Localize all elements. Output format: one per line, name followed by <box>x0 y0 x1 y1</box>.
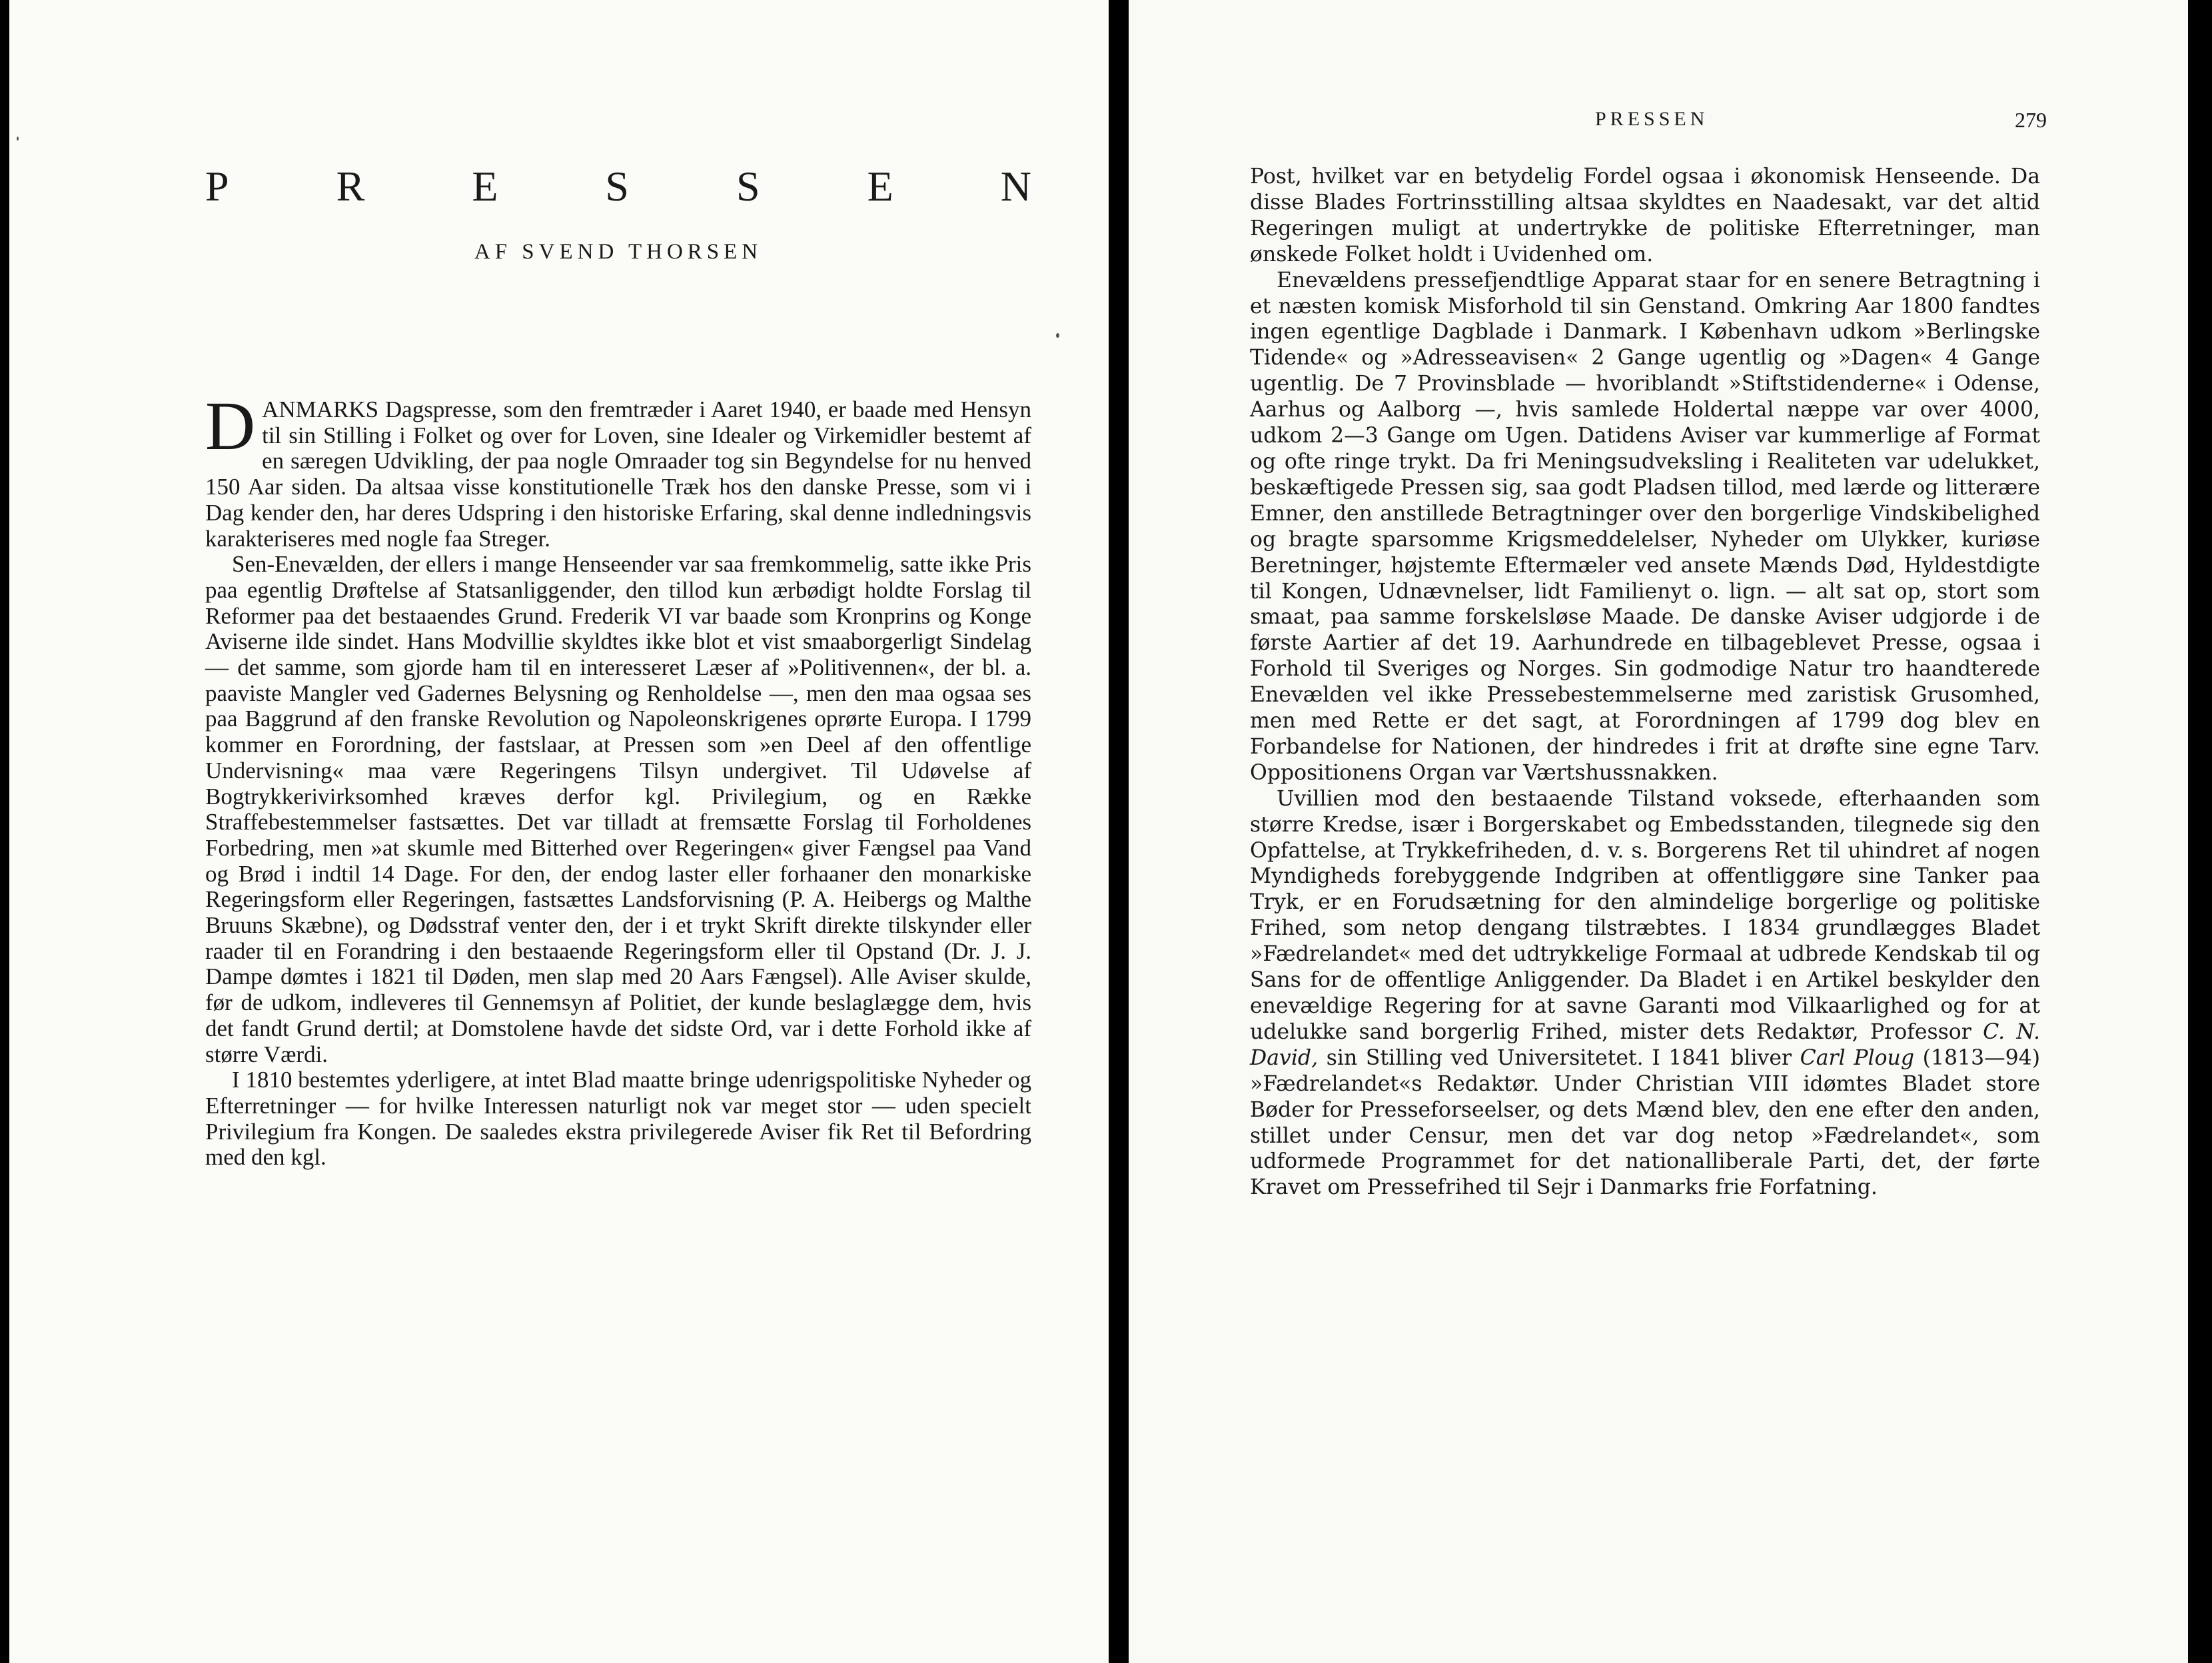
paragraph: I 1810 bestemtes yderligere, at intet Blad maatte bringe udenrigspolitiske Nyheder og Efterretninger — for hvilke Interessen naturligt nok var meget stor — uden specielt Privilegium fra Kongen. De saaledes ekstra privilegerede Aviser fik Ret til Befordring med den kgl. <box>205 1067 1031 1171</box>
right-page <box>1129 0 2188 1663</box>
paragraph: Post, hvilket var en betydelig Fordel ogsaa i økonomisk Henseende. Da disse Blades Fortrinsstilling altsaa skyldtes en Naadesakt, var det altid Regeringen muligt at undertrykke de politiske Efterretninger, man ønskede Folket holdt i Uvidenhed om. <box>1250 165 2040 267</box>
title-letter: S <box>605 163 630 210</box>
left-text-column <box>205 388 1031 1171</box>
drop-cap: D <box>205 388 256 464</box>
paragraph: Sen-Enevælden, der ellers i mange Henseender var saa fremkommelig, satte ikke Pris paa egentlig Drøftelse af Statsanliggender, den tillod kun ærbødigt holdte Forslag til Reformer paa det bestaaendes Grund. Frederik VI var baade som Kronprins og Konge Aviserne ilde sindet. Hans Modvillie skyldtes ikke blot et vist smaaborgerligt Sindelag — det samme, som gjorde ham til en interesseret Læser af »Politivennen«, der bl. a. paaviste Mangler ved Gadernes Belysning og Renholdelse —, men den maa ogsaa ses paa Baggrund af den franske Revolution og Napoleonskrigenes oprørte Europa. I 1799 kommer en Forordning, der fastslaar, at Pressen som »en Deel af den offentlige Undervisning« maa være Regeringens Tilsyn undergivet. Til Udøvelse af Bogtrykkerivirksomhed kræves derfor kgl. Privilegium, og en Række Straffebestemmelser fastsættes. Det var tilladt at fremsætte Forslag til Forholdenes Forbedring, men »at skumle med Bitterhed over Regeringen« giver Fængsel paa Vand og Brød i indtil 14 Dage. For den, der endog laster eller forhaaner den monarkiske Regeringsform eller Regeringen, fastsættes Landsforvisning (P. A. Heibergs og Malthe Bruuns Skæbne), og Dødsstraf venter den, der i et trykt Skrift direkte tilskynder eller raader til en Forandring i den bestaaende Regeringsform eller til Opstand (Dr. J. J. Dampe dømtes i 1821 til Døden, men slap med 20 Aars Fængsel). Alle Aviser skulde, før de udkom, indleveres til Gennemsyn af Politiet, der kunde beslaglægge dem, hvis det fandt Grund dertil; at Domstolene havde det sidste Ord, var i dette Forhold ikke af større Værdi. <box>205 551 1031 1067</box>
paragraph-text: ANMARKS Dagspresse, som den fremtræder i Aaret 1940, er baade med Hensyn til sin Stilling i Folket og over for Loven, sine Idealer og Virkemidler bestemt af en særegen Udvikling, der paa nogle Omraader tog sin Begyndelse for nu henved 150 Aar siden. Da altsaa visse konstitutionelle Træk hos den danske Presse, som vi i Dag kender den, har deres Udspring i den historiske Erfaring, skal denne indledningsvis karakteriseres med nogle faa Streger. <box>205 396 1031 552</box>
person-name: Carl Ploug <box>1800 1045 1915 1070</box>
left-page <box>9 0 1109 1663</box>
paragraph-text: sin Stilling ved Universitetet. I 1841 bliver <box>1318 1045 1800 1070</box>
paragraph-text: Uvillien mod den bestaaende Tilstand voksede, efterhaanden som større Kredse, især i Borgerskabet og Embedsstanden, tilegnede sig den Opfattelse, at Trykkefriheden, d. v. s. Borgerens Ret til uhindret af nogen Myndigheds forebyggende Indgriben at offentliggøre sine Tanker paa Tryk, er en Forudsætning for den almindelige borgerlige og politiske Frihed, som netop dengang tilstræbtes. I 1834 grundlægges Bladet »Fædrelandet« med det udtrykkelige Formaal at udbrede Kendskab til og Sans for de offentlige Anliggender. Da Bladet i en Artikel beskylder den enevældige Regering for at savne Garanti mod Vilkaarlighed og for at udelukke sand borgerlig Frihed, mister dets Redaktør, Professor <box>1250 786 2040 1044</box>
title-letter: S <box>736 163 760 210</box>
title-letter: R <box>336 163 365 210</box>
scan-speck <box>17 137 19 141</box>
paragraph <box>1250 786 2040 1201</box>
title-letter: P <box>205 163 229 210</box>
paragraph <box>205 388 1031 552</box>
running-head: PRESSEN <box>1595 108 1709 130</box>
person-name: C. N. David, <box>1250 1019 2040 1070</box>
title-letter: N <box>1000 163 1031 210</box>
right-text-column <box>1250 164 2040 1201</box>
title-letter: E <box>867 163 893 210</box>
paragraph-text: (1813—94) »Fædrelandet«s Redaktør. Under Christian VIII idømtes Bladet store Bøder for Presseforseelser, og dets Mænd blev, den ene efter den anden, stillet under Censur, men det var dog netop »Fædrelandet«, som udformede Programmet for det nationalliberale Parti, det, der førte Kravet om Pressefrihed til Sejr i Danmarks frie Forfatning. <box>1250 1045 2040 1200</box>
author-byline: AF SVEND THORSEN <box>474 240 763 264</box>
title-letter: E <box>472 163 498 210</box>
chapter-title <box>205 165 1031 208</box>
paragraph: Enevældens pressefjendtlige Apparat staar for en senere Betragtning i et næsten komisk Misforhold til sin Genstand. Omkring Aar 1800 fandtes ingen egentlige Dagblade i Danmark. I København udkom »Berlingske Tidende« og »Adresseavisen« 2 Gange ugentlig og »Dagen« 4 Gange ugentlig. De 7 Provinsblade — hvoriblandt »Stiftstidenderne« i Odense, Aarhus og Aalborg —, hvis samlede Holdertal næppe var over 4000, udkom 2—3 Gange om Ugen. Datidens Aviser var kummerlige af Format og ofte ringe trykt. Da fri Meningsudveksling i Realiteten var udelukket, beskæftigede Pressen sig, saa godt Pladsen tillod, med lærde og litterære Emner, den anstillede Betragtninger over den borgerlige Vindskibelighed og bragte sparsomme Krigsmeddelelser, Nyheder om Ulykker, kuriøse Beretninger, højstemte Eftermæler ved ansete Mænds Død, Hyldestdigte til Kongen, Udnævnelser, lidt Familienyt o. lign. — alt sat op, stort som smaat, paa samme forskelsløse Maade. De danske Aviser udgjorde i de første Aartier af det 19. Aarhundrede en tilbageblevet Presse, ogsaa i Forhold til Sveriges og Norges. Sin godmodige Natur tro haandterede Enevælden vel ikke Pressebestemmelserne med zaristisk Grusomhed, men med Rette er det sagt, at Forordningen af 1799 dog blev en Forbandelse for Nationen, der hindredes i frit at drøfte sine egne Tarv. Oppositionens Organ var Værtshussnakken. <box>1250 268 2040 785</box>
scan-speck <box>1056 333 1059 338</box>
page-number: 279 <box>2015 108 2047 132</box>
